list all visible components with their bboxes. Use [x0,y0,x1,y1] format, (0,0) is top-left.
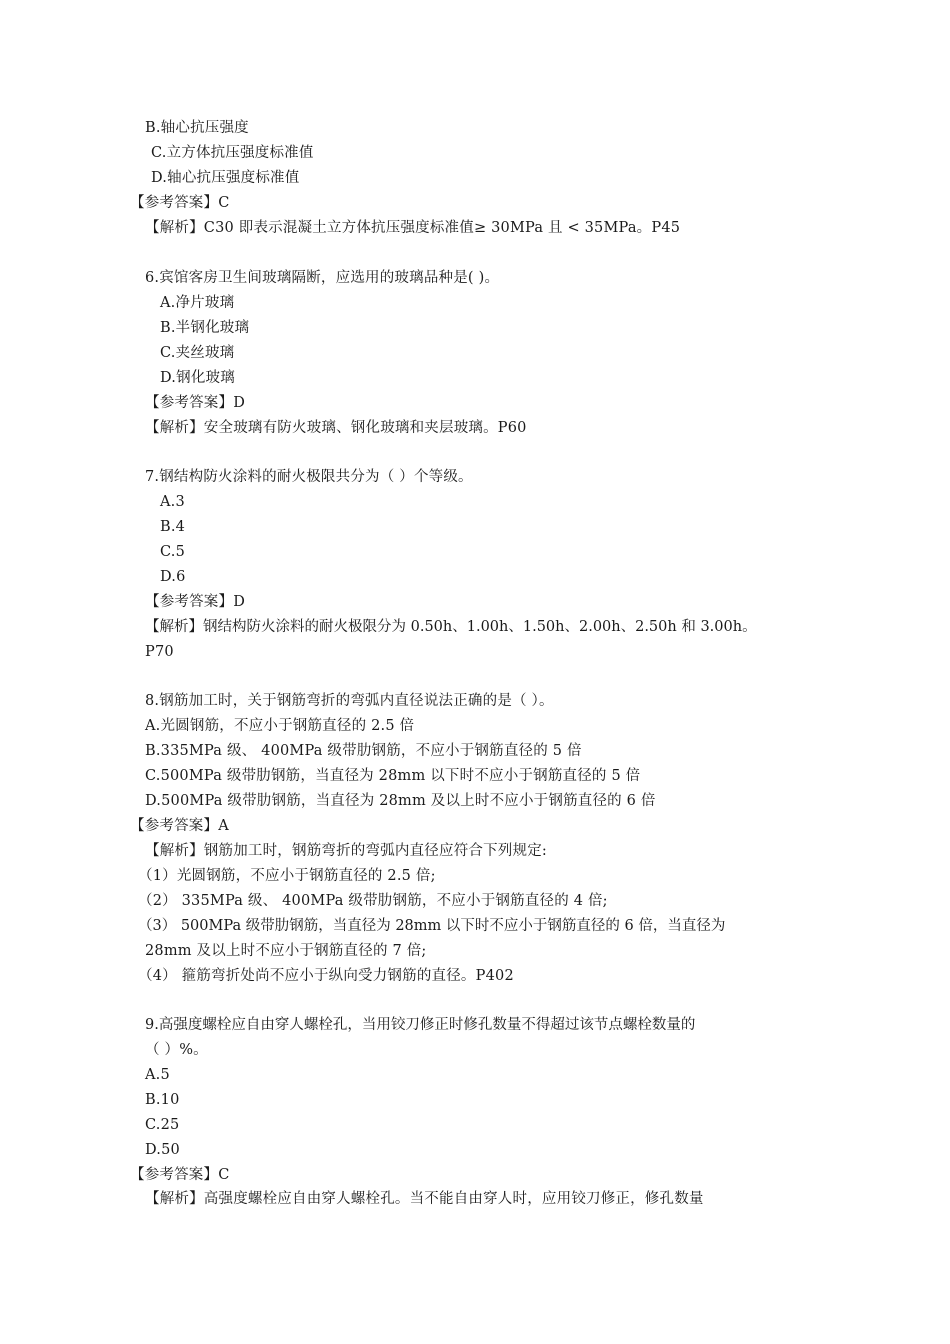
q7-answer: 【参考答案】D [145,594,246,610]
q9-analysis: 【解析】高强度螺栓应自由穿人螺栓孔。当不能自由穿人时，应用铰刀修正，修孔数量 [145,1191,704,1207]
q8-analysis-item: （1）光圆钢筋，不应小于钢筋直径的 2.5 倍; [138,868,436,884]
q7-option-a: A.3 [160,494,185,510]
q6-answer: 【参考答案】D [145,395,246,411]
q6-option-c: C.夹丝玻璃 [160,345,235,361]
q8-analysis-item: 28mm 及以上时不应小于钢筋直径的 7 倍; [145,943,427,959]
q8-analysis-item: （3） 500MPa 级带肋钢筋，当直径为 28mm 以下时不应小于钢筋直径的 6 倍，当直径为 [138,918,726,934]
q9-option-d: D.50 [145,1142,180,1158]
q8-analysis-item: （4） 箍筋弯折处尚不应小于纵向受力钢筋的直径。P402 [138,968,514,984]
q5-answer: 【参考答案】C [130,195,230,211]
q6-option-a: A.净片玻璃 [160,295,235,311]
q5-option-d: D.轴心抗压强度标准值 [151,170,300,186]
q9-option-a: A.5 [145,1067,170,1083]
q8-question: 8.钢筋加工时，关于钢筋弯折的弯弧内直径说法正确的是（ ）。 [145,693,554,709]
q9-option-c: C.25 [145,1117,180,1133]
q9-question: 9.高强度螺栓应自由穿人螺栓孔，当用铰刀修正时修孔数量不得超过该节点螺栓数量的 [145,1017,696,1033]
q6-analysis: 【解析】安全玻璃有防火玻璃、钢化玻璃和夹层玻璃。P60 [145,420,527,436]
q8-analysis: 【解析】钢筋加工时，钢筋弯折的弯弧内直径应符合下列规定: [145,843,547,859]
q7-question: 7.钢结构防火涂料的耐火极限共分为（ ）个等级。 [145,469,473,485]
q6-option-d: D.钢化玻璃 [160,370,235,386]
q8-option-c: C.500MPa 级带肋钢筋，当直径为 28mm 以下时不应小于钢筋直径的 5 倍 [145,768,641,784]
q9-answer: 【参考答案】C [130,1167,230,1183]
q5-option-c: C.立方体抗压强度标准值 [151,145,314,161]
q8-option-b: B.335MPa 级、 400MPa 级带肋钢筋，不应小于钢筋直径的 5 倍 [145,743,582,759]
q5-option-b: B.轴心抗压强度 [145,120,249,136]
q5-analysis: 【解析】C30 即表示混凝土立方体抗压强度标准值≥ 30MPa 且 < 35MPa。P45 [145,220,681,236]
q7-option-c: C.5 [160,544,186,560]
q7-analysis: 【解析】钢结构防火涂料的耐火极限分为 0.50h、1.00h、1.50h、2.00h、2.50h 和 3.00h。 [145,619,757,635]
q9-question-cont: （ ）%。 [145,1042,208,1058]
q9-option-b: B.10 [145,1092,180,1108]
q7-option-d: D.6 [160,569,186,585]
q8-answer: 【参考答案】A [130,818,229,834]
q6-question: 6.宾馆客房卫生间玻璃隔断，应选用的玻璃品种是( )。 [145,270,500,286]
q8-option-a: A.光圆钢筋，不应小于钢筋直径的 2.5 倍 [145,718,415,734]
q8-analysis-item: （2） 335MPa 级、 400MPa 级带肋钢筋，不应小于钢筋直径的 4 倍; [138,893,608,909]
q7-option-b: B.4 [160,519,186,535]
q6-option-b: B.半钢化玻璃 [160,320,250,336]
q7-analysis-cont: P70 [145,644,174,660]
q8-option-d: D.500MPa 级带肋钢筋，当直径为 28mm 及以上时不应小于钢筋直径的 6 倍 [145,793,656,809]
